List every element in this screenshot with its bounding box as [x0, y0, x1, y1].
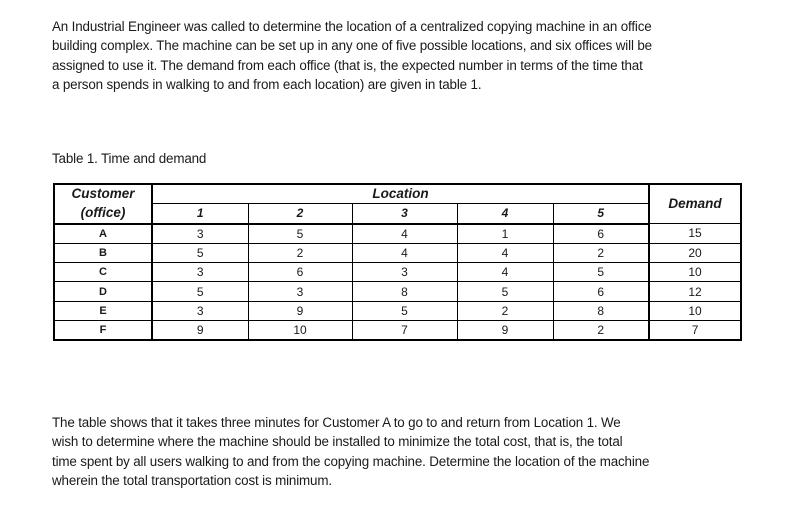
location-number-row	[54, 204, 741, 224]
time-cell: 5	[152, 282, 248, 301]
time-cell: 4	[352, 224, 457, 244]
time-cell: 4	[457, 263, 553, 282]
customer-header: Customer	[54, 184, 152, 204]
table-row	[54, 243, 741, 262]
time-cell: 2	[248, 243, 352, 262]
time-cell: 8	[553, 301, 649, 320]
location-number: 5	[553, 204, 649, 224]
customer-cell: D	[54, 282, 152, 301]
customer-cell: B	[54, 243, 152, 262]
location-number: 1	[152, 204, 248, 224]
demand-cell: 10	[649, 263, 741, 282]
time-cell: 2	[553, 321, 649, 341]
customer-cell: F	[54, 321, 152, 341]
problem-intro-paragraph	[52, 17, 752, 95]
table-row	[54, 301, 741, 320]
location-number: 3	[352, 204, 457, 224]
time-cell: 3	[152, 263, 248, 282]
time-cell: 5	[457, 282, 553, 301]
demand-header: Demand	[649, 184, 741, 224]
time-cell: 8	[352, 282, 457, 301]
time-cell: 3	[152, 301, 248, 320]
time-cell: 9	[457, 321, 553, 341]
customer-cell: E	[54, 301, 152, 320]
demand-cell: 15	[649, 224, 741, 244]
table-row	[54, 282, 741, 301]
table-row	[54, 321, 741, 341]
time-cell: 9	[152, 321, 248, 341]
time-cell: 5	[152, 243, 248, 262]
time-cell: 7	[352, 321, 457, 341]
customer-cell: C	[54, 263, 152, 282]
problem-question-paragraph	[52, 413, 752, 491]
intro-line: a person spends in walking to and from each location) are given in table 1.	[52, 77, 482, 93]
outro-line: The table shows that it takes three minutes for Customer A to go to and return from Location 1. We	[52, 415, 621, 430]
demand-cell: 20	[649, 243, 741, 262]
time-cell: 2	[457, 301, 553, 320]
time-cell: 4	[352, 243, 457, 262]
table-row	[54, 263, 741, 282]
time-cell: 3	[352, 263, 457, 282]
demand-cell: 12	[649, 282, 741, 301]
time-cell: 3	[248, 282, 352, 301]
customer-cell: A	[54, 224, 152, 244]
time-cell: 3	[152, 224, 248, 244]
time-cell: 2	[553, 243, 649, 262]
time-cell: 6	[553, 282, 649, 301]
time-cell: 9	[248, 301, 352, 320]
time-cell: 5	[352, 301, 457, 320]
time-cell: 4	[457, 243, 553, 262]
demand-cell: 10	[649, 301, 741, 320]
table-row	[54, 224, 741, 244]
intro-line: assigned to use it. The demand from each office (that is, the expected number in terms of the time that	[52, 57, 643, 73]
location-number: 2	[248, 204, 352, 224]
time-cell: 10	[248, 321, 352, 341]
time-cell: 6	[248, 263, 352, 282]
time-cell: 5	[553, 263, 649, 282]
table-header-row	[54, 184, 741, 204]
time-cell: 5	[248, 224, 352, 244]
time-cell: 1	[457, 224, 553, 244]
intro-line: An Industrial Engineer was called to determine the location of a centralized copying machine in an office	[52, 19, 652, 34]
time-cell: 6	[553, 224, 649, 244]
outro-line: wherein the total transportation cost is minimum.	[52, 473, 332, 489]
outro-line: time spent by all users walking to and from the copying machine. Determine the location of the machine	[52, 453, 650, 469]
time-demand-table	[53, 183, 742, 341]
outro-line: wish to determine where the machine should be installed to minimize the total cost, that is, the total	[52, 434, 623, 450]
location-header: Location	[152, 184, 649, 204]
intro-line: building complex. The machine can be set up in any one of five possible locations, and six offices will be	[52, 38, 652, 54]
table-caption: Table 1. Time and demand	[52, 151, 207, 166]
demand-cell: 7	[649, 321, 741, 341]
location-number: 4	[457, 204, 553, 224]
customer-header-sub: (office)	[54, 204, 152, 224]
